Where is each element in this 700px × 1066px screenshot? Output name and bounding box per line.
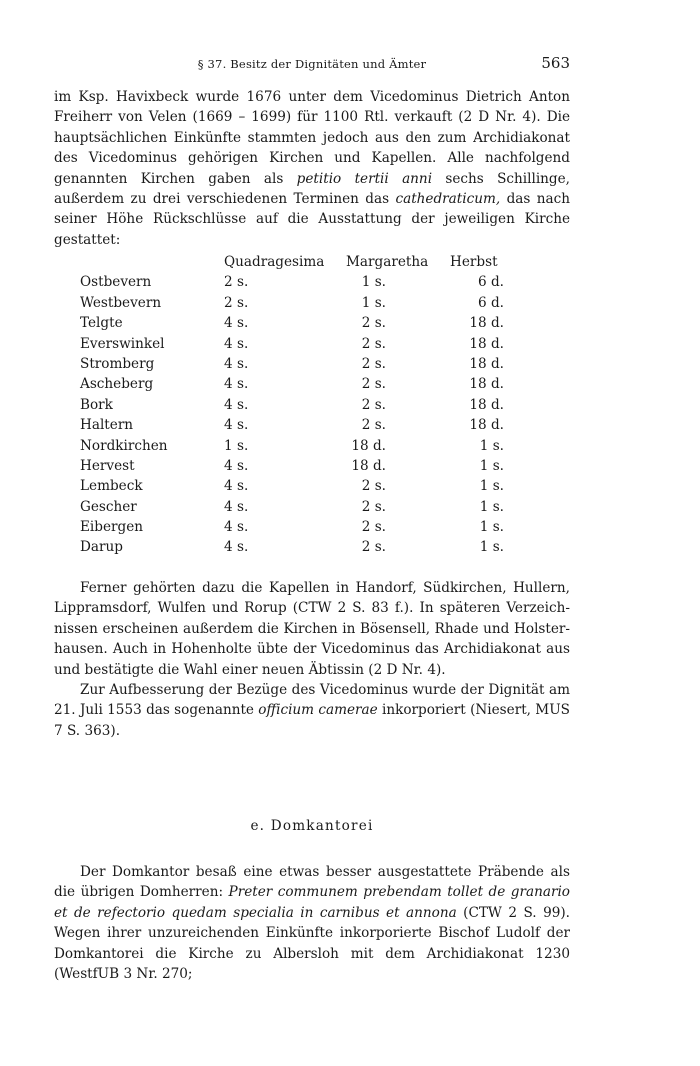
cell-church: [80, 397, 224, 417]
cell-margaretha-value: 2 s.: [361, 478, 386, 495]
intro-paragraph: [54, 87, 570, 250]
cell-margaretha-value: 2 s.: [361, 335, 386, 352]
cell-margaretha: [346, 274, 450, 294]
table-row: [80, 376, 504, 396]
cell-herbst: [450, 274, 504, 294]
cell-herbst-value: 6 d.: [478, 294, 504, 311]
cell-church-value: Telgte: [80, 315, 123, 332]
cell-herbst: [450, 336, 504, 356]
cell-herbst-value: 1 s.: [479, 478, 504, 495]
cell-margaretha: [346, 295, 450, 315]
cell-herbst-value: 1 s.: [479, 539, 504, 556]
cell-herbst: [450, 499, 504, 519]
cell-quadragesima: [224, 274, 346, 294]
intro-latin-term-2: cathedraticum,: [395, 191, 501, 208]
cell-church: [80, 336, 224, 356]
cell-church: [80, 356, 224, 376]
cell-herbst: [450, 295, 504, 315]
cell-herbst-value: 1 s.: [479, 519, 504, 536]
cell-quadragesima-value: 4 s.: [224, 396, 249, 413]
cell-quadragesima: [224, 336, 346, 356]
cell-herbst: [450, 438, 504, 458]
cell-herbst-value: 1 s.: [479, 457, 504, 474]
cell-herbst: [450, 397, 504, 417]
cell-church-value: Darup: [80, 539, 123, 556]
cell-quadragesima: [224, 478, 346, 498]
table-row: [80, 417, 504, 437]
running-header: [54, 54, 570, 74]
table-row: [80, 458, 504, 478]
cell-margaretha-value: 2 s.: [361, 376, 386, 393]
cell-herbst: [450, 376, 504, 396]
cell-church: [80, 458, 224, 478]
cell-quadragesima: [224, 417, 346, 437]
cell-church-value: Ascheberg: [80, 376, 154, 393]
cell-herbst-value: 18 d.: [469, 417, 504, 434]
table-row: [80, 295, 504, 315]
cell-quadragesima: [224, 499, 346, 519]
table-row: [80, 274, 504, 294]
cell-church: [80, 438, 224, 458]
table-header-row: [80, 254, 504, 274]
cell-quadragesima: [224, 376, 346, 396]
cell-church-value: Westbevern: [80, 294, 162, 311]
page-number: 563: [541, 54, 570, 72]
cell-quadragesima-value: 4 s.: [224, 335, 249, 352]
cell-margaretha: [346, 356, 450, 376]
cell-quadragesima-value: 4 s.: [224, 539, 249, 556]
cell-church-value: Stromberg: [80, 355, 155, 372]
table-row: [80, 478, 504, 498]
cell-herbst: [450, 539, 504, 559]
table-row: [80, 519, 504, 539]
intro-text-2: sechs Schillinge, außerdem zu drei verschiedenen Terminen das: [54, 170, 570, 208]
cell-church-value: Lembeck: [80, 478, 143, 495]
officium-latin-term: officium camerae: [258, 702, 378, 719]
cell-church-value: Bork: [80, 396, 113, 413]
cell-church-value: Ostbevern: [80, 274, 152, 291]
cell-quadragesima: [224, 315, 346, 335]
cell-margaretha: [346, 376, 450, 396]
table-row: [80, 438, 504, 458]
domkantorei-paragraph: [54, 862, 570, 984]
cell-quadragesima: [224, 438, 346, 458]
domkantorei-text-2: (CTW 2 S. 99). Wegen ihrer unzureichenden Einkünfte inkorporierte Bischof Ludolf der Domkantorei die Kirche zu Albersloh mit dem Archidiakonat 1230 (WestfUB 3 Nr. 270;: [54, 904, 571, 983]
cell-herbst: [450, 519, 504, 539]
cell-church: [80, 539, 224, 559]
intro-latin-term-1: petitio tertii anni: [296, 170, 433, 187]
cell-church: [80, 295, 224, 315]
cell-church: [80, 376, 224, 396]
cell-margaretha-value: 2 s.: [361, 539, 386, 556]
cell-quadragesima: [224, 356, 346, 376]
domkantorei-latin-quote: Preter communem prebendam tollet de granario et de refectorio quedam specialia in carnibus et annona: [54, 884, 570, 921]
cell-quadragesima: [224, 458, 346, 478]
cell-quadragesima-value: 4 s.: [224, 519, 249, 536]
cell-quadragesima-value: 4 s.: [224, 457, 249, 474]
cell-quadragesima: [224, 397, 346, 417]
table-row: [80, 397, 504, 417]
table-row: [80, 315, 504, 335]
cell-quadragesima: [224, 519, 346, 539]
cell-herbst-value: 18 d.: [469, 396, 504, 413]
cell-quadragesima-value: 2 s.: [224, 294, 249, 311]
cell-margaretha-value: 2 s.: [361, 519, 386, 536]
cell-church: [80, 315, 224, 335]
cell-margaretha: [346, 458, 450, 478]
cell-church: [80, 417, 224, 437]
cell-church-value: Eibergen: [80, 519, 144, 536]
cell-church: [80, 519, 224, 539]
cell-herbst-value: 18 d.: [469, 376, 504, 393]
cell-herbst: [450, 458, 504, 478]
header-herbst: Herbst: [450, 254, 498, 270]
cell-margaretha: [346, 397, 450, 417]
officium-text-1: Zur Aufbesserung der Bezüge des Vicedominus wurde der Dignität am 21. Juli 1553 das sogenannte: [54, 682, 570, 719]
cell-church-value: Nordkirchen: [80, 437, 168, 454]
cell-margaretha-value: 2 s.: [361, 396, 386, 413]
cell-church: [80, 274, 224, 294]
cell-margaretha-value: 18 d.: [351, 457, 386, 474]
cell-quadragesima-value: 1 s.: [224, 437, 249, 454]
cell-quadragesima-value: 4 s.: [224, 478, 249, 495]
cell-herbst-value: 18 d.: [469, 315, 504, 332]
cell-margaretha-value: 1 s.: [361, 294, 386, 311]
cell-herbst-value: 1 s.: [479, 498, 504, 515]
cell-margaretha: [346, 417, 450, 437]
cell-margaretha: [346, 478, 450, 498]
chapels-paragraph: Ferner gehörten dazu die Kapellen in Handorf, Südkirchen, Hullern, Lippramsdorf, Wulfen und Rorup (CTW 2 S. 83 f.). In späteren Verzeich-nissen erscheinen außerdem die Kirchen in Bösensell, Rhade und Holster-hausen. Auch in Hohenholte übte der Vicedominus das Archidiakonat aus und bestätigte die Wahl einer neuen Äbtissin (2 D Nr. 4).: [54, 580, 570, 678]
cell-church-value: Everswinkel: [80, 335, 165, 352]
cell-quadragesima: [224, 295, 346, 315]
cathedraticum-table: [80, 254, 504, 560]
domkantorei-text-1: Der Domkantor besaß eine etwas besser ausgestattete Präbende als die übrigen Domherren:: [54, 864, 570, 901]
table-row: [80, 336, 504, 356]
cell-margaretha: [346, 539, 450, 559]
cell-herbst-value: 1 s.: [479, 437, 504, 454]
cell-margaretha-value: 2 s.: [361, 498, 386, 515]
cell-herbst-value: 6 d.: [478, 274, 504, 291]
cell-herbst-value: 18 d.: [469, 355, 504, 372]
cell-margaretha: [346, 438, 450, 458]
cell-margaretha: [346, 519, 450, 539]
cell-quadragesima-value: 4 s.: [224, 498, 249, 515]
cell-herbst: [450, 478, 504, 498]
intro-text-1: im Ksp. Havixbeck wurde 1676 unter dem Vicedominus Dietrich Anton Freiherr von Velen (1669 – 1699) für 1100 Rtl. verkauft (2 D Nr. 4). Die hauptsächlichen Einkünfte stammten jedoch aus den zum Archidiakonat des Vicedominus gehörigen Kirchen und Kapellen. Alle nachfolgend genannten Kirchen gaben als: [54, 89, 570, 187]
cell-herbst: [450, 315, 504, 335]
cell-church-value: Hervest: [80, 457, 135, 474]
cell-margaretha: [346, 499, 450, 519]
cell-quadragesima-value: 4 s.: [224, 417, 249, 434]
cell-herbst: [450, 417, 504, 437]
table-body: [80, 274, 504, 559]
header-margaretha: Margaretha: [346, 254, 429, 270]
section-heading: e. Domkantorei: [250, 818, 374, 834]
cell-herbst: [450, 356, 504, 376]
cell-quadragesima-value: 2 s.: [224, 274, 249, 291]
cell-margaretha-value: 18 d.: [351, 437, 386, 454]
table-row: [80, 356, 504, 376]
cell-quadragesima-value: 4 s.: [224, 315, 249, 332]
table-row: [80, 499, 504, 519]
cell-church: [80, 499, 224, 519]
intro-text-3: das nach seiner Höhe Rückschlüsse auf die Ausstattung der jeweiligen Kirche gestattet:: [54, 191, 570, 248]
cell-margaretha: [346, 336, 450, 356]
header-quadragesima: Quadragesima: [224, 254, 325, 270]
cell-margaretha: [346, 315, 450, 335]
cell-quadragesima-value: 4 s.: [224, 376, 249, 393]
table-row: [80, 539, 504, 559]
cell-herbst-value: 18 d.: [469, 335, 504, 352]
cell-church-value: Haltern: [80, 417, 134, 434]
running-title: § 37. Besitz der Dignitäten und Ämter: [197, 57, 427, 71]
officium-text-2: inkorporiert (Niesert, MUS 7 S. 363).: [54, 702, 570, 739]
header-church: [80, 254, 224, 274]
cell-church: [80, 478, 224, 498]
cell-margaretha-value: 2 s.: [361, 355, 386, 372]
officium-paragraph: [54, 680, 570, 741]
cell-margaretha-value: 2 s.: [361, 417, 386, 434]
after-table-paragraphs: [54, 578, 570, 741]
cell-church-value: Gescher: [80, 498, 137, 515]
cell-quadragesima-value: 4 s.: [224, 355, 249, 372]
cell-margaretha-value: 1 s.: [361, 274, 386, 291]
cell-margaretha-value: 2 s.: [361, 315, 386, 332]
cell-quadragesima: [224, 539, 346, 559]
